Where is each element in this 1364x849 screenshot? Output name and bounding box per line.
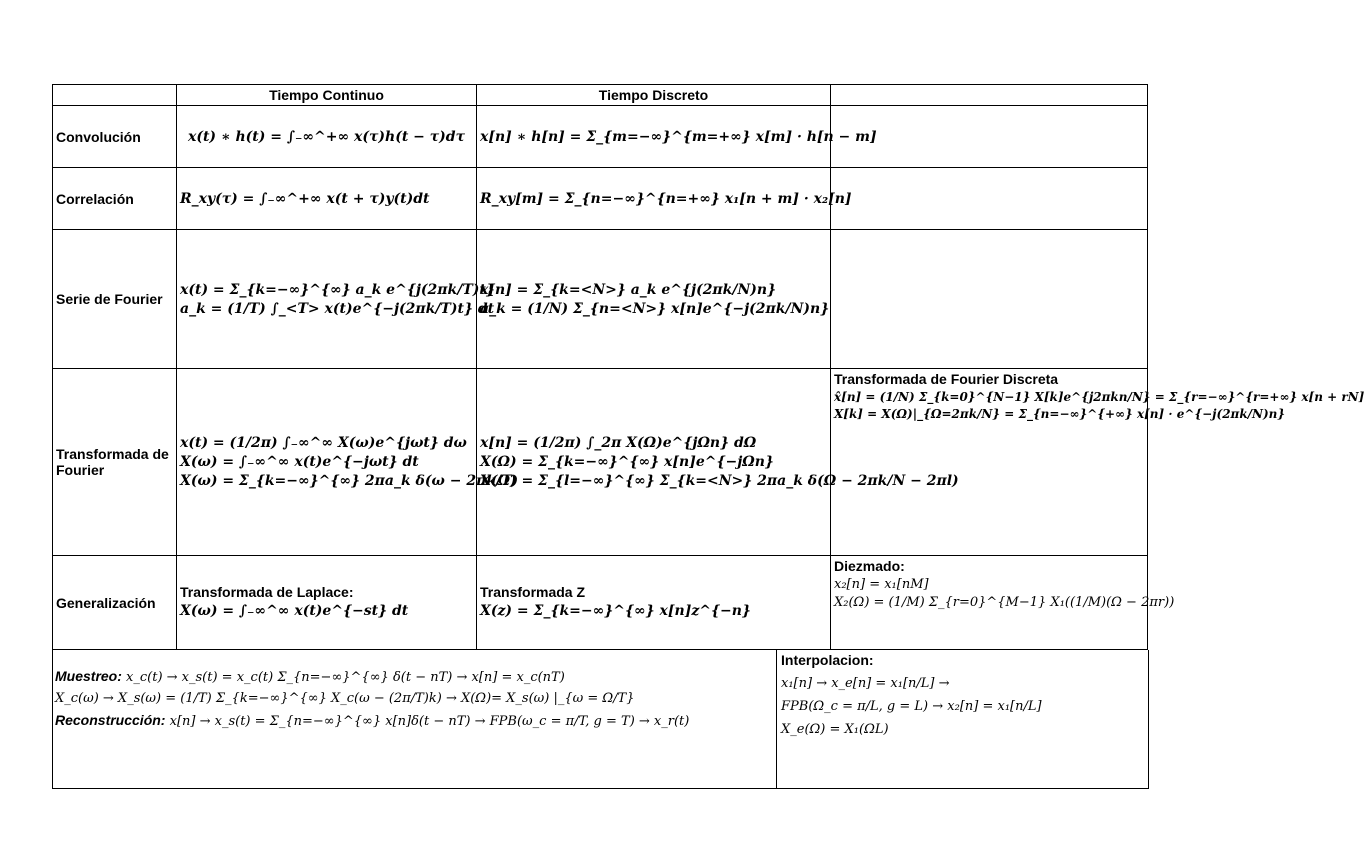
formula-laplace: X(ω) = ∫₋∞^∞ x(t)e^{−st} dt xyxy=(180,602,409,619)
header-row xyxy=(53,85,1148,106)
diezmado-title: Diezmado: xyxy=(834,558,905,574)
muestreo-label: Muestreo: xyxy=(55,668,122,684)
formula-tf-discreto-periodica: X(Ω) = Σ_{l=−∞}^{∞} Σ_{k=<N>} 2πa_k δ(Ω − 2πk/N − 2πl) xyxy=(480,473,959,489)
row-generalizacion xyxy=(53,556,1148,650)
formula-tf-discreto-directa: X(Ω) = Σ_{k=−∞}^{∞} x[n]e^{−jΩn} xyxy=(480,454,774,470)
reconstruccion-label: Reconstrucción: xyxy=(55,712,166,728)
formula-diezmado-frecuencia: X₂(Ω) = (1/M) Σ_{r=0}^{M−1} X₁((1/M)(Ω − 2πr)) xyxy=(834,595,1175,610)
formula-dft-inversa: x̂[n] = (1/N) Σ_{k=0}^{N−1} X[k]e^{j2πkn/N} = Σ_{r=−∞}^{r=+∞} x[n + rN] xyxy=(834,390,1364,404)
row-serie-fourier xyxy=(53,230,1148,369)
formula-tf-continuo-periodica: X(ω) = Σ_{k=−∞}^{∞} 2πa_k δ(ω − 2πk/T) xyxy=(180,473,519,489)
formula-serie-continuo-analisis: a_k = (1/T) ∫_<T> x(t)e^{−j(2πk/T)t} dt xyxy=(180,300,495,317)
formula-tf-discreto-inversa: x[n] = (1/2π) ∫_2π X(Ω)e^{jΩn} dΩ xyxy=(480,435,757,451)
sampling-section xyxy=(52,650,1149,789)
muestreo-line-1 xyxy=(55,668,772,685)
formula-correlacion-continuo: R_xy(τ) = ∫₋∞^+∞ x(t + τ)y(t)dt xyxy=(180,190,430,207)
formula-convolucion-discreto: x[n] ∗ h[n] = Σ_{m=−∞}^{m=+∞} x[m] · h[n − m] xyxy=(480,128,877,145)
empty-cell-serie xyxy=(831,230,1148,369)
formula-tf-continuo-inversa: x(t) = (1/2π) ∫₋∞^∞ X(ω)e^{jωt} dω xyxy=(180,435,467,451)
row-label-convolucion: Convolución xyxy=(53,106,177,168)
formula-serie-discreto-analisis: a_k = (1/N) Σ_{n=<N>} x[n]e^{−j(2πk/N)n} xyxy=(480,300,830,317)
formula-table xyxy=(52,84,1364,650)
row-transformada-fourier xyxy=(53,369,1148,556)
formula-serie-continuo-sintesis: x(t) = Σ_{k=−∞}^{∞} a_k e^{j(2πk/T)t} xyxy=(180,281,495,298)
formula-muestreo-tiempo: x_c(t) → x_s(t) = x_c(t) Σ_{n=−∞}^{∞} δ(t − nT) → x[n] = x_c(nT) xyxy=(126,670,565,685)
reconstruccion-line xyxy=(55,712,772,729)
muestreo-block xyxy=(53,650,777,788)
row-label-transformada-fourier: Transformada de Fourier xyxy=(53,369,177,556)
formula-dft-directa: X[k] = X(Ω)|_{Ω=2πk/N} = Σ_{n=−∞}^{+∞} x[n] · e^{−j(2πk/N)n} xyxy=(834,407,1286,421)
formula-interpolacion-1: x₁[n] → x_e[n] = x₁[n/L] → xyxy=(781,676,950,691)
formula-diezmado-tiempo: x₂[n] = x₁[nM] xyxy=(834,577,929,592)
z-transform-title: Transformada Z xyxy=(480,583,586,600)
formula-serie-discreto-sintesis: x[n] = Σ_{k=<N>} a_k e^{j(2πk/N)n} xyxy=(480,281,777,298)
interpolacion-block xyxy=(777,650,1148,788)
row-label-generalizacion: Generalización xyxy=(53,556,177,650)
formula-convolucion-continuo: x(t) ∗ h(t) = ∫₋∞^+∞ x(τ)h(t − τ)dτ xyxy=(187,128,466,145)
header-empty-cell xyxy=(53,85,177,106)
empty-cell-convolucion xyxy=(831,106,1148,168)
empty-cell-correlacion xyxy=(831,168,1148,230)
formula-interpolacion-2: FPB(Ω_c = π/L, g = L) → x₂[n] = x₁[n/L] xyxy=(781,699,1042,714)
formula-tf-continuo-directa: X(ω) = ∫₋∞^∞ x(t)e^{−jωt} dt xyxy=(180,454,419,470)
header-tiempo-continuo: Tiempo Continuo xyxy=(177,85,477,106)
formula-interpolacion-3: X_e(Ω) = X₁(ΩL) xyxy=(781,722,889,737)
header-tiempo-discreto: Tiempo Discreto xyxy=(477,85,831,106)
row-label-correlacion: Correlación xyxy=(53,168,177,230)
dft-title: Transformada de Fourier Discreta xyxy=(834,371,1059,387)
interpolacion-label: Interpolacion: xyxy=(781,652,874,668)
formula-correlacion-discreto: R_xy[m] = Σ_{n=−∞}^{n=+∞} x₁[n + m] · x₂[n] xyxy=(480,190,852,207)
header-empty-cell-right xyxy=(831,85,1148,106)
formula-reconstruccion: x[n] → x_s(t) = Σ_{n=−∞}^{∞} x[n]δ(t − nT) → FPB(ω_c = π/T, g = T) → x_r(t) xyxy=(169,714,690,729)
formula-muestreo-frecuencia: X_c(ω) → X_s(ω) = (1/T) Σ_{k=−∞}^{∞} X_c(ω − (2π/T)k) → X(Ω)= X_s(ω) |_{ω = Ω/T} xyxy=(55,691,635,706)
row-convolucion xyxy=(53,106,1148,168)
formula-z-transform: X(z) = Σ_{k=−∞}^{∞} x[n]z^{−n} xyxy=(480,602,751,619)
formula-sheet xyxy=(52,84,1364,789)
row-label-serie-fourier: Serie de Fourier xyxy=(53,230,177,369)
row-correlacion xyxy=(53,168,1148,230)
laplace-title: Transformada de Laplace: xyxy=(180,583,354,600)
